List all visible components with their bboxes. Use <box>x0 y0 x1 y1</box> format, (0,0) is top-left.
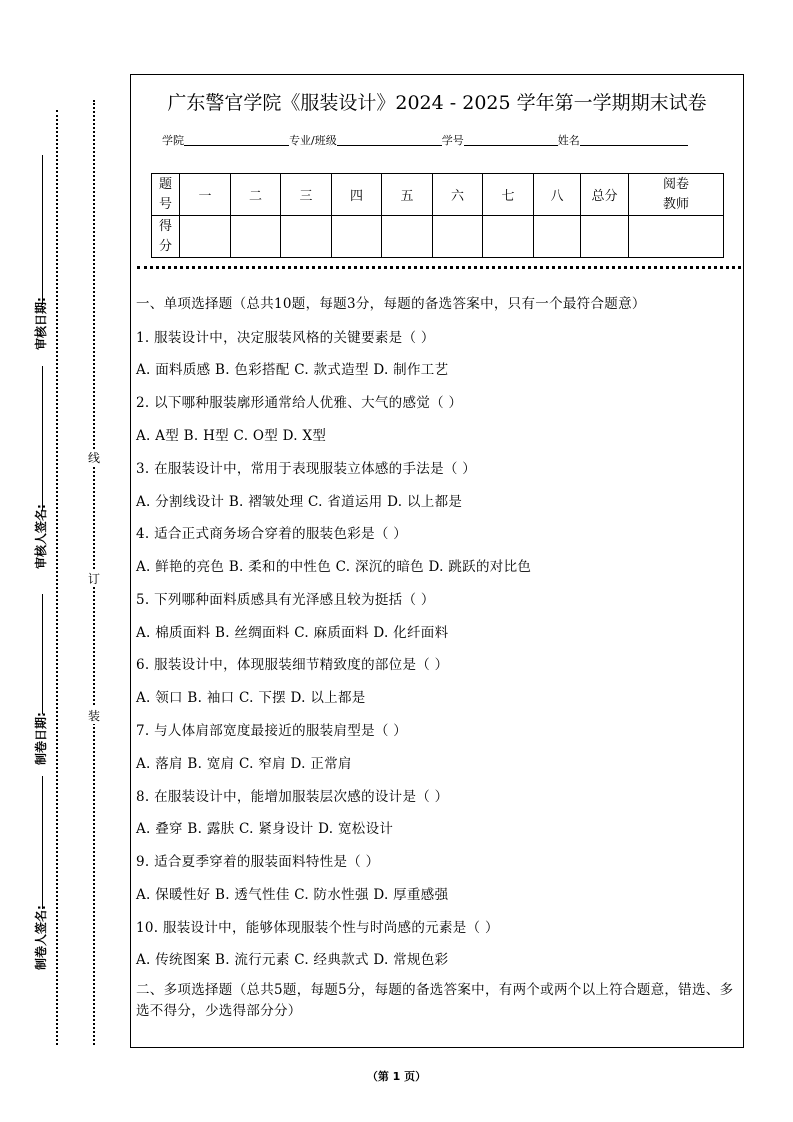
score-cell[interactable] <box>281 216 332 258</box>
score-cell[interactable] <box>332 216 382 258</box>
compiler-sign-label: 制卷人签名: <box>34 905 48 970</box>
question-4: 4. 适合正式商务场合穿着的服装色彩是（ ） <box>136 526 408 542</box>
section2-heading: 二、多项选择题（总共5题，每题5分，每题的备选答案中，有两个或两个以上符合题意，错选、多选不得分，少选得部分分） <box>136 982 734 1019</box>
score-cell[interactable] <box>180 216 231 258</box>
options-7: A. 落肩 B. 宽肩 C. 窄肩 D. 正常肩 <box>136 756 352 772</box>
score-header-cell: 二 <box>231 174 281 216</box>
options-6: A. 领口 B. 袖口 C. 下摆 D. 以上都是 <box>136 690 366 706</box>
binding-char-bind: 订 <box>87 572 100 586</box>
options-1: A. 面料质感 B. 色彩搭配 C. 款式造型 D. 制作工艺 <box>136 362 449 378</box>
score-header-cell: 七 <box>483 174 534 216</box>
student-id-label: 学号 <box>441 134 464 147</box>
question-10: 10. 服装设计中，能够体现服装个性与时尚感的元素是（ ） <box>136 920 499 936</box>
compile-date-label: 制卷日期: <box>34 712 48 765</box>
options-3: A. 分割线设计 B. 褶皱处理 C. 省道运用 D. 以上都是 <box>136 494 463 510</box>
binding-char-line: 线 <box>87 451 100 465</box>
compile-date-line <box>42 594 43 714</box>
score-header-cell: 一 <box>180 174 231 216</box>
binding-char-pack: 装 <box>87 709 100 723</box>
question-5: 5. 下列哪种面料质感具有光泽感且较为挺括（ ） <box>136 592 435 608</box>
score-cell[interactable] <box>433 216 483 258</box>
score-row-label: 得 分 <box>152 216 180 258</box>
outer-dotted-line <box>56 110 58 1045</box>
options-8: A. 叠穿 B. 露肤 C. 紧身设计 D. 宽松设计 <box>136 821 394 837</box>
score-header-cell: 三 <box>281 174 332 216</box>
review-date-line <box>42 155 43 305</box>
college-label: 学院 <box>162 134 184 147</box>
question-1: 1. 服装设计中，决定服装风格的关键要素是（ ） <box>136 330 435 346</box>
options-2: A. A型 B. H型 C. O型 D. X型 <box>136 428 327 444</box>
compiler-sign-line <box>42 776 43 909</box>
score-cell[interactable] <box>231 216 281 258</box>
options-4: A. 鲜艳的亮色 B. 柔和的中性色 C. 深沉的暗色 D. 跳跃的对比色 <box>136 559 532 575</box>
score-cell[interactable] <box>629 216 724 258</box>
question-7: 7. 与人体肩部宽度最接近的服装肩型是（ ） <box>136 723 408 739</box>
question-9: 9. 适合夏季穿着的服装面料特性是（ ） <box>136 854 380 870</box>
score-table <box>151 173 724 258</box>
score-header-cell: 五 <box>382 174 433 216</box>
score-header-cell: 题 号 <box>152 174 180 216</box>
page-number: （第 1 页） <box>366 1070 427 1083</box>
section1-heading: 一、单项选择题（总共10题，每题3分，每题的备选答案中，只有一个最符合题意） <box>136 296 646 312</box>
score-header-cell: 阅卷 教师 <box>629 174 724 216</box>
major-field[interactable] <box>337 133 442 146</box>
student-info-row <box>162 132 688 148</box>
score-header-cell: 四 <box>332 174 382 216</box>
dotted-separator <box>137 266 741 269</box>
student-id-field[interactable] <box>464 133 558 146</box>
college-field[interactable] <box>184 133 289 146</box>
major-label: 专业/班级 <box>289 134 337 147</box>
options-5: A. 棉质面料 B. 丝绸面料 C. 麻质面料 D. 化纤面料 <box>136 625 449 641</box>
score-cell[interactable] <box>534 216 581 258</box>
name-field[interactable] <box>580 133 688 146</box>
reviewer-sign-line <box>42 366 43 511</box>
score-header-cell: 总分 <box>581 174 629 216</box>
question-2: 2. 以下哪种服装廓形通常给人优雅、大气的感觉（ ） <box>136 395 463 411</box>
name-label: 姓名 <box>557 134 580 147</box>
score-cell[interactable] <box>581 216 629 258</box>
score-cell[interactable] <box>483 216 534 258</box>
score-header-cell: 六 <box>433 174 483 216</box>
score-cell[interactable] <box>382 216 433 258</box>
options-9: A. 保暖性好 B. 透气性佳 C. 防水性强 D. 厚重感强 <box>136 887 449 903</box>
question-6: 6. 服装设计中，体现服装细节精致度的部位是（ ） <box>136 657 449 673</box>
options-10: A. 传统图案 B. 流行元素 C. 经典款式 D. 常规色彩 <box>136 952 449 968</box>
reviewer-sign-label: 审核人签名: <box>34 504 48 569</box>
score-header-cell: 八 <box>534 174 581 216</box>
question-3: 3. 在服装设计中，常用于表现服装立体感的手法是（ ） <box>136 461 477 477</box>
exam-title: 广东警官学院《服装设计》2024 - 2025 学年第一学期期末试卷 <box>167 92 707 114</box>
question-8: 8. 在服装设计中，能增加服装层次感的设计是（ ） <box>136 789 449 805</box>
review-date-label: 审核日期: <box>34 297 48 350</box>
